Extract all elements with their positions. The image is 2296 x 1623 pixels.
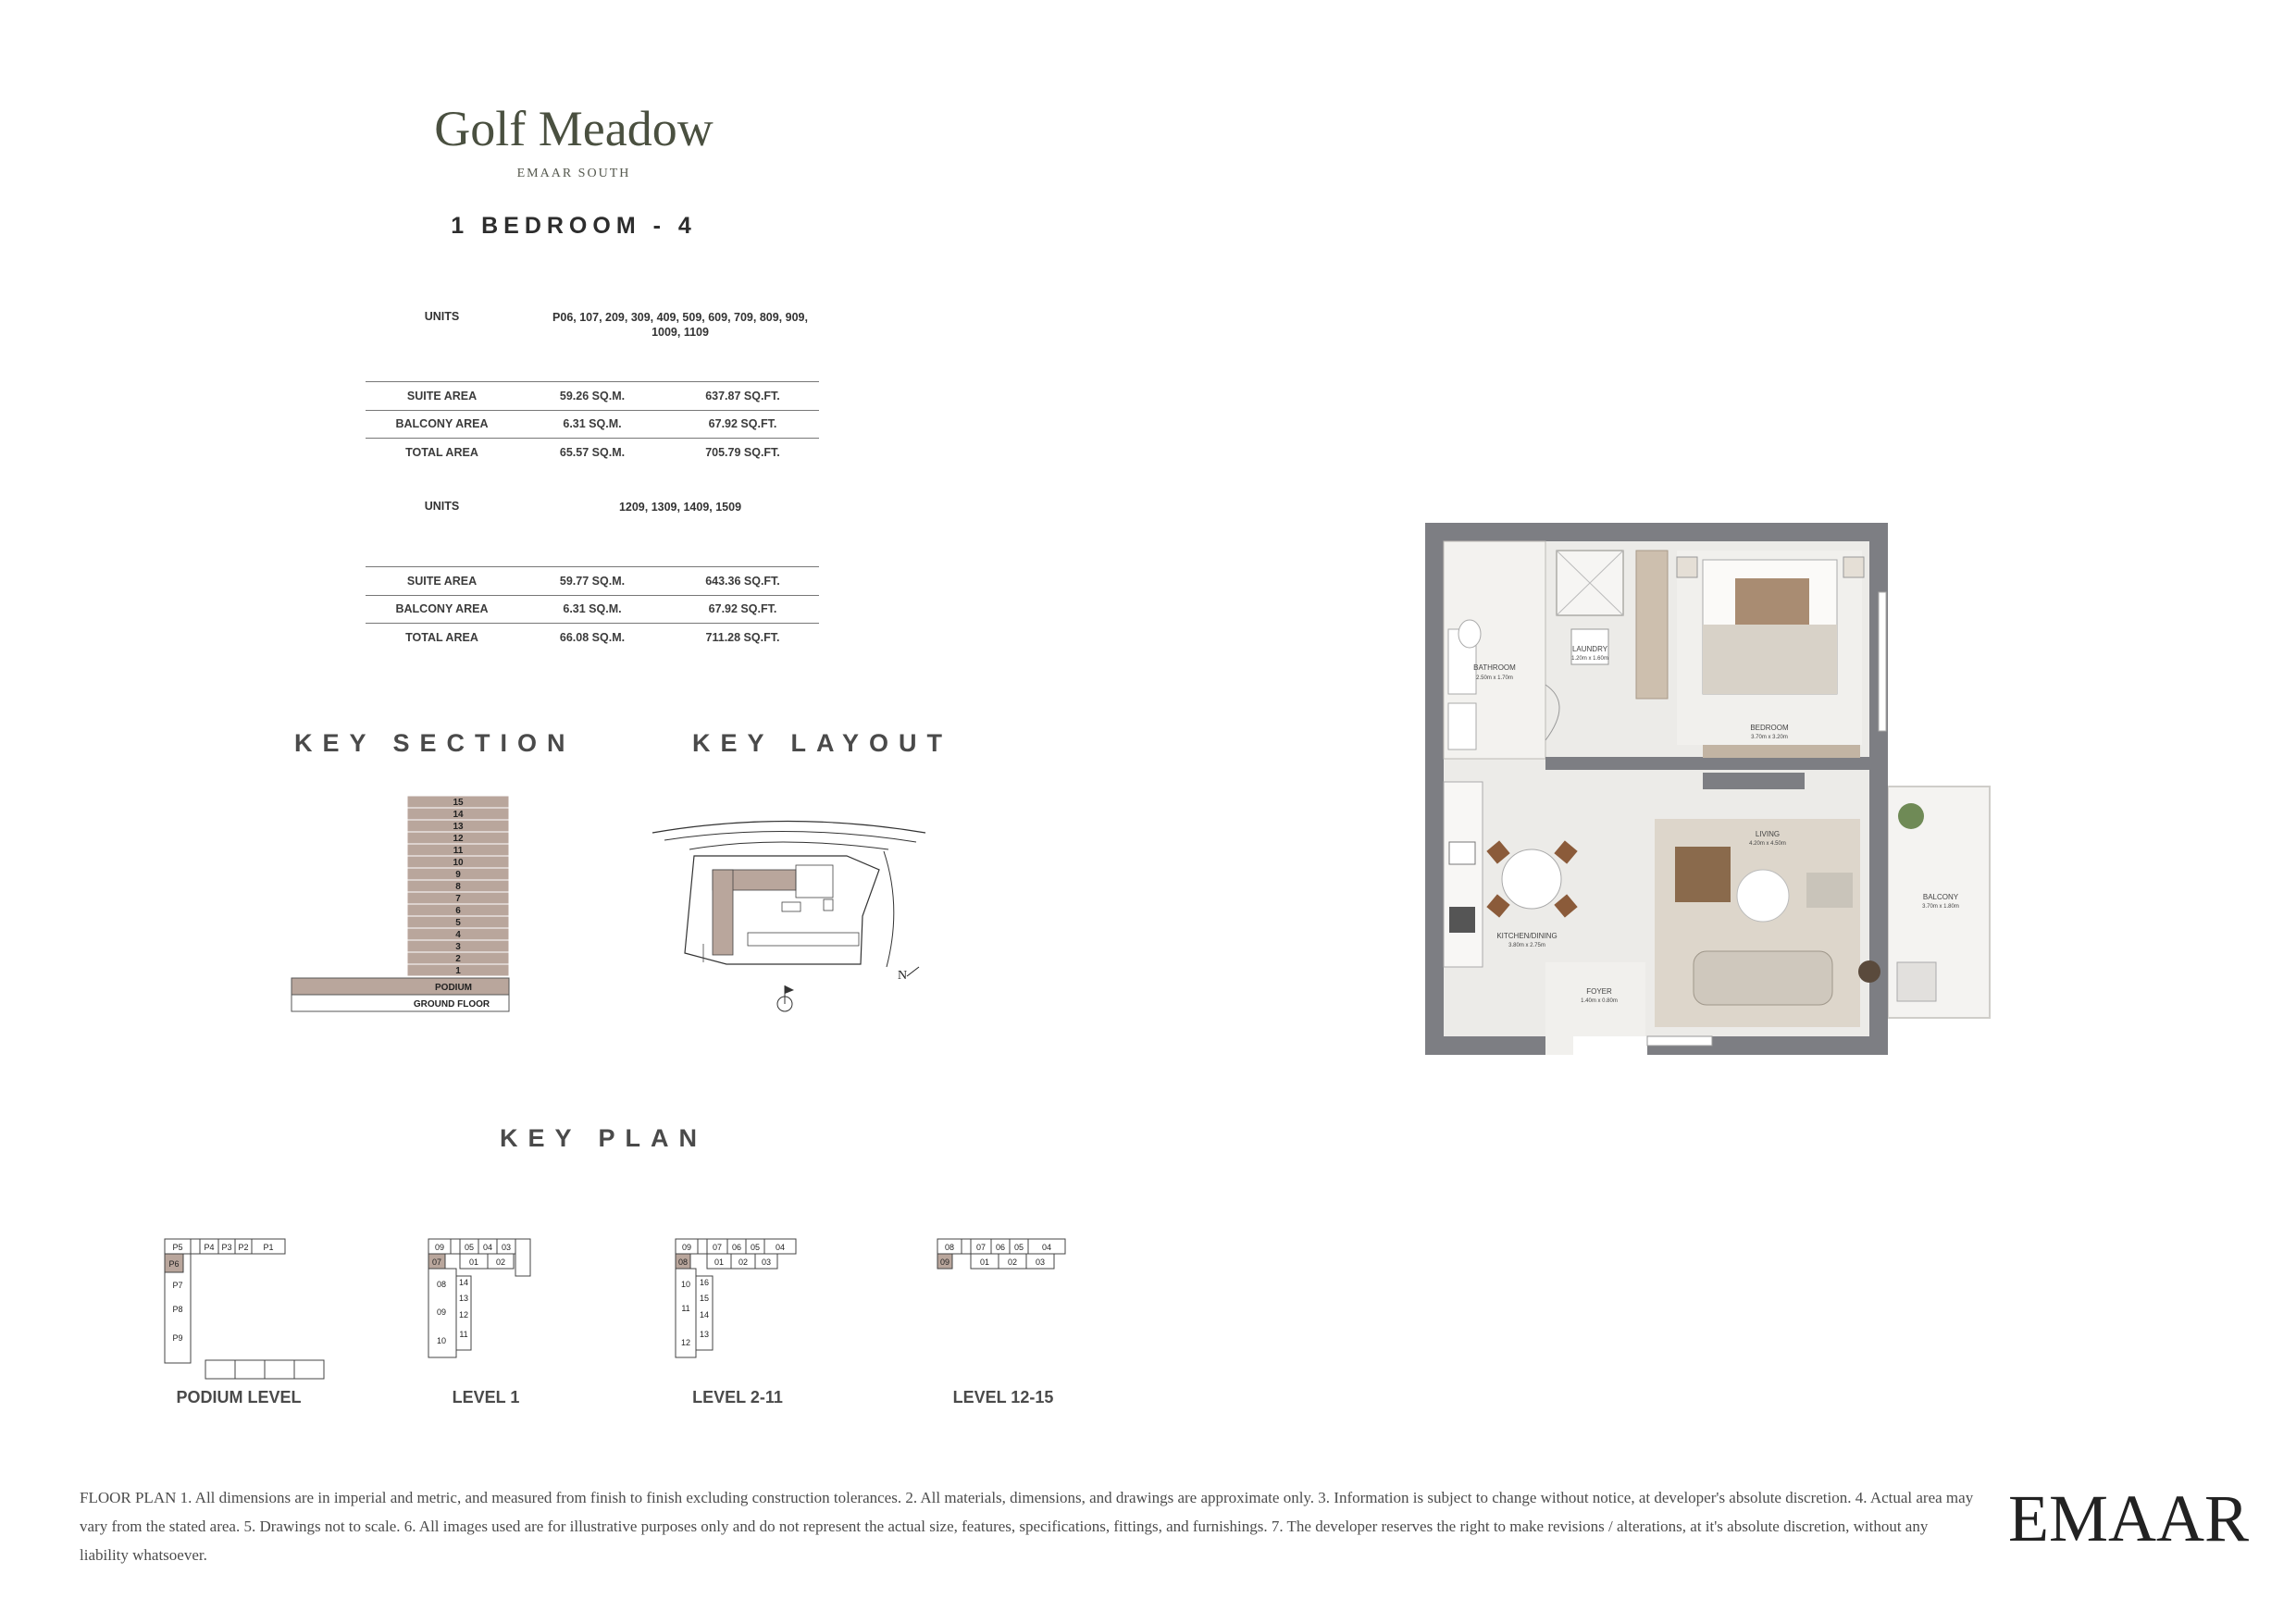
brand-title: Golf Meadow bbox=[434, 101, 714, 156]
svg-text:P5: P5 bbox=[172, 1243, 183, 1252]
key-plan-level-12-15 bbox=[930, 1226, 1078, 1282]
kitchen-counter bbox=[1444, 782, 1483, 967]
floor-number: 3 bbox=[455, 942, 461, 952]
svg-text:07: 07 bbox=[712, 1243, 723, 1252]
podium-label: PODIUM bbox=[435, 983, 472, 993]
key-plan-podium bbox=[157, 1226, 333, 1383]
svg-text:15: 15 bbox=[699, 1294, 710, 1303]
room-name: FOYER bbox=[1586, 987, 1612, 996]
svg-text:05: 05 bbox=[464, 1243, 475, 1252]
floor-number: 14 bbox=[453, 810, 464, 820]
svg-text:01: 01 bbox=[714, 1258, 725, 1267]
area-sqm: 66.08 SQ.M. bbox=[559, 631, 626, 644]
svg-text:07: 07 bbox=[431, 1258, 442, 1267]
unit-type-title: 1 BEDROOM - 4 bbox=[451, 213, 697, 239]
area-sqm: 65.57 SQ.M. bbox=[559, 446, 626, 459]
svg-text:12: 12 bbox=[458, 1310, 469, 1319]
svg-text:10: 10 bbox=[680, 1280, 691, 1289]
svg-text:09: 09 bbox=[436, 1307, 447, 1317]
level-label-podium: PODIUM LEVEL bbox=[176, 1388, 302, 1406]
svg-text:P2: P2 bbox=[238, 1243, 249, 1252]
floor-number: 9 bbox=[455, 870, 461, 880]
floor-number: 7 bbox=[455, 894, 461, 904]
key-layout-heading: KEY LAYOUT bbox=[692, 729, 953, 757]
svg-text:09: 09 bbox=[681, 1243, 692, 1252]
room-name: BEDROOM bbox=[1750, 724, 1789, 732]
area-sqm: 59.26 SQ.M. bbox=[559, 390, 626, 403]
floor-number: 2 bbox=[455, 954, 461, 964]
table-row bbox=[366, 624, 819, 651]
units-value: P06, 107, 209, 309, 409, 509, 609, 709, 809, 909, 1009, 1109 bbox=[552, 311, 808, 339]
area-sqft: 67.92 SQ.FT. bbox=[708, 417, 777, 430]
svg-text:P9: P9 bbox=[172, 1333, 183, 1343]
svg-text:03: 03 bbox=[1035, 1258, 1046, 1267]
units-value: 1209, 1309, 1409, 1509 bbox=[618, 501, 742, 514]
dining-table bbox=[1502, 849, 1561, 909]
svg-text:04: 04 bbox=[1041, 1243, 1052, 1252]
svg-text:04: 04 bbox=[775, 1243, 786, 1252]
svg-text:06: 06 bbox=[731, 1243, 742, 1252]
table-row bbox=[366, 439, 819, 466]
disclaimer-text: FLOOR PLAN 1. All dimensions are in imperial and metric, and measured from finish to finish excluding construction tolerances. 2. All materials, dimensions, and drawings are approximate only. 3. Information is subject to change without notice, at developer's absolute discretion. 4. Actual area may vary from the stated area. 5. Drawings not to scale. 6. All images used are for illustrative purposes only and do not represent the actual size, features, specifications, fittings, and furnishings. 7. The developer reserves the right to make revisions / alterations, at it's absolute discretion, without any liability whatsoever. bbox=[80, 1489, 1974, 1564]
north-arrow-icon bbox=[907, 967, 919, 976]
room-name: LIVING bbox=[1755, 830, 1781, 838]
svg-text:P7: P7 bbox=[172, 1281, 183, 1290]
room-dims: 3.80m x 2.75m bbox=[1508, 943, 1545, 948]
area-label: TOTAL AREA bbox=[405, 446, 478, 459]
area-label: SUITE AREA bbox=[406, 575, 478, 588]
room-name: BALCONY bbox=[1922, 893, 1959, 901]
area-label: SUITE AREA bbox=[406, 390, 478, 403]
floor-number: 6 bbox=[455, 906, 461, 916]
svg-text:09: 09 bbox=[434, 1243, 445, 1252]
area-sqft: 67.92 SQ.FT. bbox=[708, 602, 777, 615]
svg-text:14: 14 bbox=[458, 1278, 469, 1287]
wardrobe bbox=[1636, 551, 1668, 699]
floor-number: 1 bbox=[455, 966, 461, 976]
area-sqft: 711.28 SQ.FT. bbox=[705, 631, 780, 644]
area-sqm: 59.77 SQ.M. bbox=[559, 575, 626, 588]
floor-plan bbox=[1425, 518, 1999, 1110]
room-dims: 1.40m x 0.80m bbox=[1581, 998, 1618, 1004]
key-layout-diagram bbox=[648, 814, 935, 1022]
svg-text:08: 08 bbox=[677, 1258, 689, 1267]
key-plan-level-2-11 bbox=[668, 1226, 816, 1365]
svg-text:07: 07 bbox=[975, 1243, 987, 1252]
room-dims: 3.70m x 1.80m bbox=[1922, 904, 1959, 910]
brand-subtitle: EMAAR SOUTH bbox=[516, 167, 631, 180]
table-row bbox=[366, 382, 819, 410]
svg-text:05: 05 bbox=[750, 1243, 761, 1252]
floor-number: 13 bbox=[453, 822, 464, 832]
svg-text:05: 05 bbox=[1013, 1243, 1024, 1252]
floor-number: 10 bbox=[453, 858, 464, 868]
svg-text:14: 14 bbox=[699, 1310, 710, 1319]
table-row bbox=[366, 567, 819, 595]
floor-number: 5 bbox=[455, 918, 461, 928]
emaar-logo: EMAAR bbox=[2008, 1481, 2250, 1555]
table-row bbox=[366, 595, 819, 623]
floor-number: 11 bbox=[453, 846, 464, 856]
svg-text:08: 08 bbox=[436, 1280, 447, 1289]
svg-text:11: 11 bbox=[459, 1330, 468, 1339]
svg-text:06: 06 bbox=[995, 1243, 1006, 1252]
svg-text:02: 02 bbox=[738, 1258, 749, 1267]
area-sqm: 6.31 SQ.M. bbox=[563, 602, 622, 615]
svg-text:P1: P1 bbox=[263, 1243, 274, 1252]
floor-number: 8 bbox=[455, 882, 461, 892]
table-row bbox=[366, 410, 819, 438]
area-sqft: 643.36 SQ.FT. bbox=[705, 575, 780, 588]
highlight-building bbox=[713, 870, 733, 955]
room-dims: 2.50m x 1.70m bbox=[1476, 675, 1513, 681]
svg-text:P6: P6 bbox=[168, 1259, 180, 1269]
svg-text:02: 02 bbox=[1007, 1258, 1018, 1267]
svg-text:13: 13 bbox=[699, 1330, 710, 1339]
units-label: UNITS bbox=[424, 310, 460, 323]
north-label: N bbox=[898, 969, 908, 983]
key-plan-heading: KEY PLAN bbox=[500, 1124, 708, 1152]
svg-text:P3: P3 bbox=[221, 1243, 232, 1252]
room-dims: 3.70m x 3.20m bbox=[1751, 735, 1788, 740]
svg-text:08: 08 bbox=[944, 1243, 955, 1252]
svg-text:16: 16 bbox=[699, 1278, 710, 1287]
floor-number: 15 bbox=[453, 798, 464, 808]
room-name: LAUNDRY bbox=[1571, 645, 1608, 653]
svg-text:11: 11 bbox=[681, 1304, 690, 1313]
key-section-heading: KEY SECTION bbox=[294, 729, 576, 757]
level-label-12-15: LEVEL 12-15 bbox=[952, 1388, 1054, 1406]
area-label: TOTAL AREA bbox=[405, 631, 478, 644]
svg-text:P8: P8 bbox=[172, 1305, 183, 1314]
area-sqft: 637.87 SQ.FT. bbox=[705, 390, 780, 403]
ground-floor-label: GROUND FLOOR bbox=[413, 999, 490, 1010]
sofa bbox=[1694, 951, 1832, 1005]
svg-text:P4: P4 bbox=[204, 1243, 215, 1252]
floor-number: 4 bbox=[455, 930, 461, 940]
svg-text:01: 01 bbox=[979, 1258, 990, 1267]
svg-text:09: 09 bbox=[939, 1258, 950, 1267]
units-label: UNITS bbox=[424, 500, 460, 513]
svg-text:03: 03 bbox=[501, 1243, 512, 1252]
area-label: BALCONY AREA bbox=[395, 417, 489, 430]
level-label-2-11: LEVEL 2-11 bbox=[692, 1388, 783, 1406]
area-label: BALCONY AREA bbox=[395, 602, 489, 615]
key-plan-level-1 bbox=[421, 1226, 569, 1365]
area-sqft: 705.79 SQ.FT. bbox=[705, 446, 780, 459]
svg-text:10: 10 bbox=[436, 1336, 447, 1345]
key-section-diagram bbox=[287, 791, 518, 1018]
room-dims: 4.20m x 4.50m bbox=[1749, 841, 1786, 847]
podium-block bbox=[292, 978, 509, 995]
room-name: KITCHEN/DINING bbox=[1496, 932, 1558, 940]
svg-text:12: 12 bbox=[680, 1338, 691, 1347]
svg-text:03: 03 bbox=[761, 1258, 772, 1267]
svg-text:02: 02 bbox=[495, 1258, 506, 1267]
room-name: BATHROOM bbox=[1473, 663, 1516, 672]
svg-text:01: 01 bbox=[468, 1258, 479, 1267]
svg-text:04: 04 bbox=[482, 1243, 493, 1252]
level-label-1: LEVEL 1 bbox=[452, 1388, 520, 1406]
floor-number: 12 bbox=[453, 834, 464, 844]
area-sqm: 6.31 SQ.M. bbox=[563, 417, 622, 430]
svg-text:13: 13 bbox=[458, 1294, 469, 1303]
room-dims: 1.20m x 1.60m bbox=[1571, 656, 1608, 662]
